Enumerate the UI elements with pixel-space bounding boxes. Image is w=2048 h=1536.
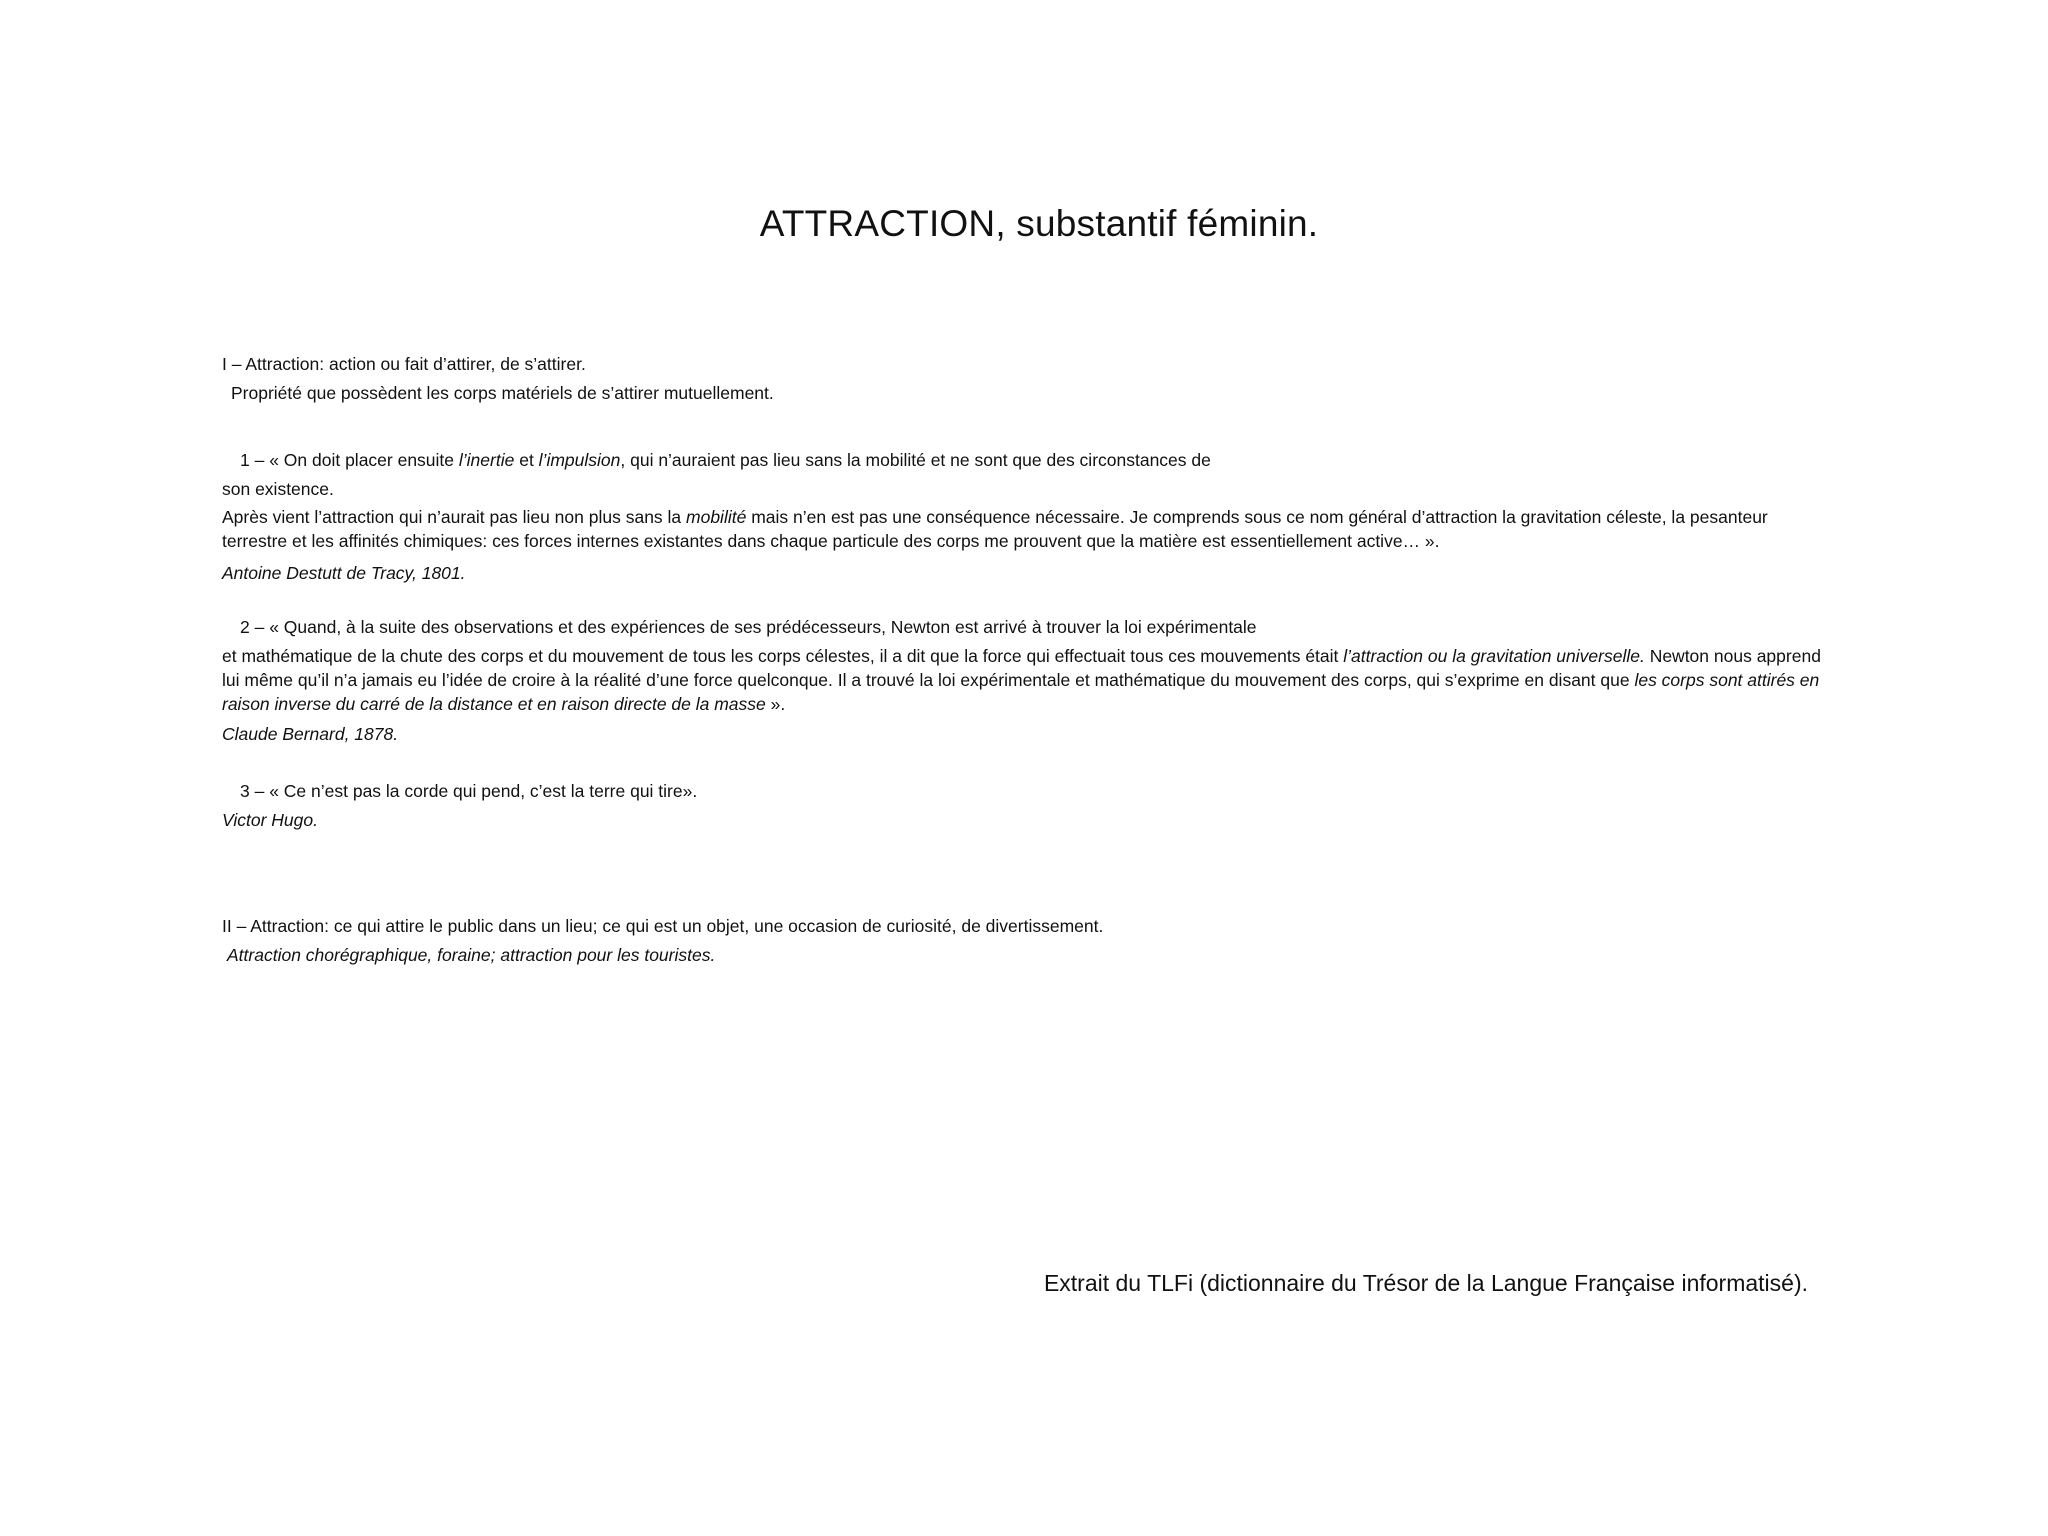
quote-1-text-g: mobilité [686,507,747,527]
quote-2-line-1: 2 – « Quand, à la suite des observations et des expériences de ses prédécesseurs, Newton est arrivé à trouver la loi expérimentale [240,617,1257,637]
quote-2-text-d: les corps sont attirés en raison inverse du carré de la distance et en raison directe de la masse [222,670,1820,714]
quote-2-text-e: ». [765,694,786,714]
sense-2-examples: Attraction chorégraphique, foraine; attraction pour les touristes. [227,945,716,965]
quote-1-line-1 [240,448,1840,472]
quote-2-text-c: Newton nous apprend lui même qu’il n’a jamais eu l’idée de croire à la réalité d’une force quelconque. Il a trouvé la loi expérimentale et mathématique du mouvement des corps, qui s’exprime en disant que [222,646,1821,690]
quote-2-author: Claude Bernard, 1878. [222,724,399,744]
quote-2-text-b: l’attraction ou la gravitation universelle. [1343,646,1645,666]
quote-3-author: Victor Hugo. [222,810,318,830]
quote-2-body [222,644,1822,716]
sense-2-definition: II – Attraction: ce qui attire le public dans un lieu; ce qui est un objet, une occasion de curiosité, de divertissement. [222,916,1104,936]
quote-1-text-c: et [514,450,539,470]
quote-1-text-h: mais n’en est pas une conséquence nécessaire. Je comprends sous ce nom général d’attraction la gravitation céleste, la pesanteur terrestre et les affinités chimiques: ces forces internes existantes dans chaque particule des corps me prouvent que la matière est essentiellement active… ». [222,507,1768,551]
sense-1-definition: I – Attraction: action ou fait d’attirer, de s’attirer. [222,354,586,374]
quote-1-text-f: Après vient l’attraction qui n’aurait pas lieu non plus sans la [222,507,687,527]
quote-1-text-d: l’impulsion [538,450,621,470]
quote-1-text-b: l’inertie [458,450,515,470]
quote-2-text-a: et mathématique de la chute des corps et du mouvement de tous les corps célestes, il a dit que la force qui effectuait tous ces mouvements était [222,646,1344,666]
quote-1-text-e: , qui n’auraient pas lieu sans la mobilité et ne sont que des circonstances de [620,450,1211,470]
quote-1-line-2: son existence. [222,479,334,499]
quote-3-line-1: 3 – « Ce n’est pas la corde qui pend, c’est la terre qui tire». [240,781,698,801]
sense-1-subdefinition: Propriété que possèdent les corps matériels de s’attirer mutuellement. [231,383,774,403]
quote-1-author: Antoine Destutt de Tracy, 1801. [222,563,466,583]
source-citation: Extrait du TLFi (dictionnaire du Trésor de la Langue Française informatisé). [1043,1270,1808,1296]
quote-1-body [222,505,1822,553]
entry-title: ATTRACTION, substantif féminin. [759,203,1319,244]
quote-1-text-a: 1 – « On doit placer ensuite [240,450,459,470]
